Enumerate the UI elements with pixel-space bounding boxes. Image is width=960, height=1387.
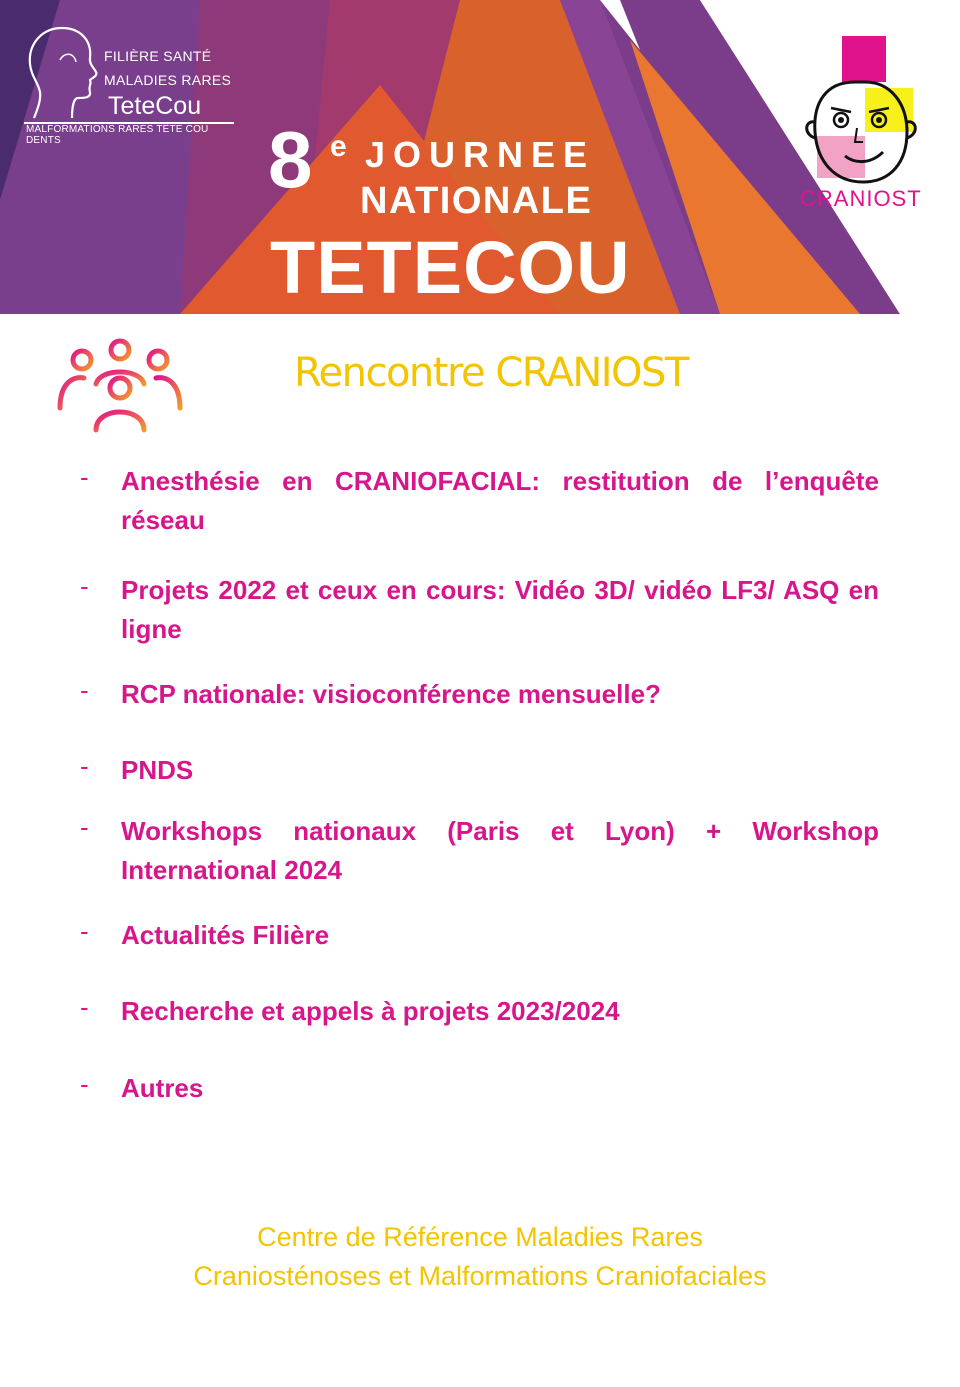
craniost-logo-text: CRANIOST <box>800 186 922 211</box>
agenda-item-text: RCP nationale: visioconférence mensuelle? <box>121 679 661 709</box>
agenda-bullet: - <box>80 751 89 781</box>
meeting-group-icon <box>52 338 187 438</box>
logo-line-1: FILIÈRE SANTÉ <box>104 48 212 64</box>
agenda-bullet: - <box>80 462 89 492</box>
agenda-item-text: Projets 2022 et ceux en cours: Vidéo 3D/ vidéo LF3/ ASQ en ligne <box>121 575 879 644</box>
head-profile-icon <box>20 22 110 122</box>
agenda-bullet: - <box>80 675 89 705</box>
event-title-line-2: NATIONALE <box>360 180 593 222</box>
logo-line-2: MALADIES RARES <box>104 72 232 88</box>
logo-brand: TeteCou <box>108 92 202 120</box>
event-number: 8 <box>268 115 313 204</box>
agenda-item-text: Autres <box>121 1073 204 1103</box>
agenda-bullet: - <box>80 916 89 946</box>
agenda-item-text: Workshops nationaux (Paris et Lyon) + Workshop International 2024 <box>121 816 879 885</box>
footer-line-2: Craniosténoses et Malformations Craniofaciales <box>193 1261 767 1291</box>
agenda-bullet: - <box>80 812 89 842</box>
footer <box>0 1218 960 1296</box>
craniost-face-icon <box>795 32 930 192</box>
section-subtitle: Rencontre CRANIOST <box>294 350 688 396</box>
agenda-bullet: - <box>80 571 89 601</box>
agenda-item-text: Actualités Filière <box>121 920 330 950</box>
event-number-superscript: e <box>330 130 347 163</box>
agenda-bullet: - <box>80 992 89 1022</box>
agenda-item-text: Anesthésie en CRANIOFACIAL: restitution de l’enquête réseau <box>121 466 879 535</box>
event-title-line-1: JOURNEE <box>365 134 596 175</box>
header-banner <box>0 0 960 314</box>
agenda-item-text: PNDS <box>121 755 194 785</box>
tetecou-logo <box>20 22 240 146</box>
agenda-bullet: - <box>80 1069 89 1099</box>
event-title-line-3: TETECOU <box>270 226 631 309</box>
agenda-item-text: Recherche et appels à projets 2023/2024 <box>121 996 620 1026</box>
footer-line-1: Centre de Référence Maladies Rares <box>257 1222 703 1252</box>
logo-tagline: MALFORMATIONS RARES TÊTE COU DENTS <box>26 124 209 146</box>
